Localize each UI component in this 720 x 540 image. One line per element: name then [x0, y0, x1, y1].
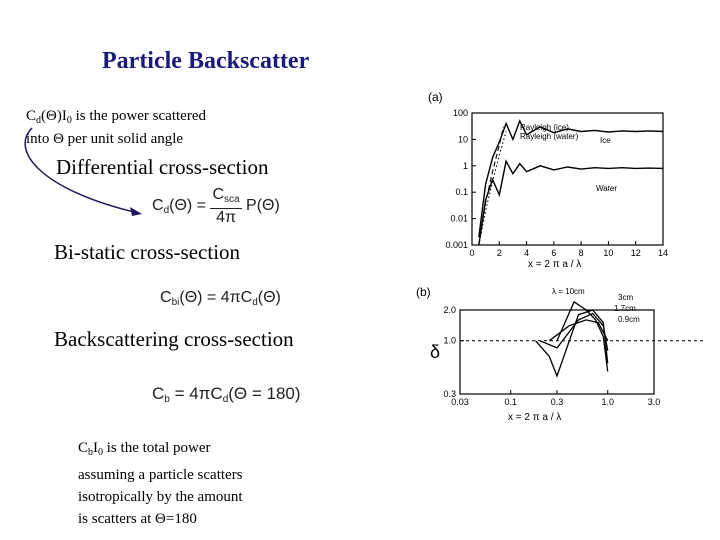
equation-backscatter: $C_b = 4\pi C_d(\Theta = 180)$: [152, 384, 301, 405]
chart-a-x-tick-label: 4: [524, 248, 530, 258]
chart-b-x-axis-label: x = 2 π a / λ: [508, 412, 562, 423]
chart-b-legend-entry: 0.9cm: [618, 315, 640, 324]
chart-a-x-tick-label: 12: [630, 248, 641, 258]
chart-a-x-tick-label: 10: [603, 248, 614, 258]
chart-b-x-tick-label: 0.1: [504, 397, 517, 407]
total-power-note-line2: assuming a particle scatters: [78, 467, 243, 483]
chart-a-y-tick-label: 0.1: [455, 187, 468, 198]
chart-b-legend-entry: 1.7cm: [614, 304, 636, 313]
chart-b-y-axis-label: δ: [430, 342, 441, 362]
chart-a-y-tick-label: 1: [462, 160, 468, 171]
scattered-power-note-line2: into Θ per unit solid angle: [26, 131, 184, 147]
chart-a-annotation: Ice: [600, 136, 611, 145]
chart-b-panel-label: (b): [416, 285, 431, 299]
chart-a-annotation: Rayleigh (water): [520, 132, 579, 141]
chart-a-y-tick-label: 0.001: [445, 240, 468, 250]
chart-a-y-tick-label: 0.01: [450, 213, 468, 224]
chart-a-panel-label: (a): [428, 90, 443, 104]
chart-b-x-tick-label: 0.3: [550, 397, 564, 407]
chart-b-y-tick-label: 0.3: [443, 389, 456, 399]
chart-a-y-tick-label: 100: [452, 108, 468, 118]
scattered-power-note-line1: $C_d(\Theta)I_0$ is the power scattered: [26, 108, 206, 126]
chart-a-x-tick-label: 14: [657, 248, 669, 258]
chart-b-x-tick-label: 3.0: [647, 397, 661, 407]
chart-b-legend-entry: 3cm: [618, 293, 634, 302]
chart-b-backscatter-ratio: [400, 280, 720, 430]
chart-a-x-axis-label: x = 2 π a / λ: [528, 259, 582, 270]
chart-b-y-tick-label: 1.0: [443, 335, 456, 346]
chart-a-x-tick-label: 2: [496, 248, 502, 258]
total-power-note: [78, 437, 243, 530]
equation-bistatic: $C_{bi}(\Theta) = 4\pi C_d(\Theta)$: [160, 289, 281, 308]
chart-a-series-rayleigh-water-: [479, 132, 506, 246]
total-power-note-line4: is scatters at Θ=180: [78, 511, 197, 527]
chart-a-cross-section-vs-size: [410, 85, 720, 275]
slide-title: Particle Backscatter: [102, 48, 310, 74]
chart-a-annotation: Rayleigh (ice): [520, 123, 569, 132]
total-power-note-line3: isotropically by the amount: [78, 489, 243, 505]
chart-b-y-tick-label: 2.0: [443, 305, 456, 315]
equation-differential: $C_d(\Theta)$ = $\frac{C_{sca}}{4\pi}$ P(Θ): [152, 186, 280, 226]
chart-a-series-water: [479, 161, 663, 245]
chart-a-y-tick-label: 10: [457, 134, 468, 145]
heading-bistatic-cross-section: Bi-static cross-section: [54, 240, 241, 264]
chart-b-legend-entry: λ = 10cm: [552, 287, 585, 296]
chart-b-series-1-7cm: [540, 314, 608, 351]
chart-b-series--10cm: [557, 302, 608, 372]
chart-a-x-tick-label: 6: [551, 248, 557, 258]
chart-b-x-tick-label: 0.03: [451, 397, 469, 407]
heading-backscattering-cross-section: Backscattering cross-section: [54, 327, 294, 351]
chart-a-x-tick-label: 0: [469, 248, 475, 258]
chart-a-annotation: Water: [596, 184, 618, 193]
chart-b-x-tick-label: 1.0: [601, 397, 614, 407]
chart-a-x-tick-label: 8: [578, 248, 584, 258]
total-power-note-line1: $C_bI_0$ is the total power: [78, 440, 211, 458]
heading-differential-cross-section: Differential cross-section: [56, 155, 269, 179]
equation-fraction: $\frac{C_{sca}}{4\pi}$: [212, 186, 240, 226]
